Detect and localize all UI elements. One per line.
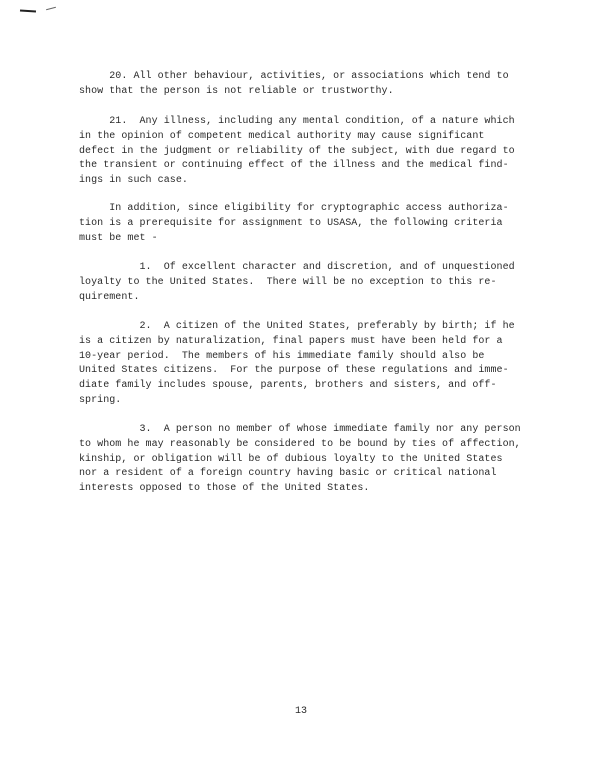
criterion-3	[79, 423, 521, 497]
text-line: must be met -	[79, 232, 158, 244]
criterion-2	[79, 320, 515, 409]
text-line: the transient or continuing effect of the illness and the medical find-	[79, 160, 509, 172]
text-line: quirement.	[79, 291, 140, 303]
paragraph-21	[79, 115, 515, 189]
text-line: in the opinion of competent medical authority may cause significant	[79, 130, 485, 142]
text-line: 3. A person no member of whose immediate family nor any person	[79, 424, 521, 435]
text-line: spring.	[79, 394, 122, 406]
text-line: is a citizen by naturalization, final papers must have been held for a	[79, 335, 503, 347]
criterion-1	[79, 261, 515, 305]
text-line: interests opposed to those of the United States.	[79, 483, 370, 495]
text-line: defect in the judgment or reliability of the subject, with due regard to	[79, 145, 515, 157]
text-line: show that the person is not reliable or trustworthy.	[79, 85, 394, 97]
stray-pen-mark	[20, 9, 36, 12]
text-line: 20. All other behaviour, activities, or associations which tend to	[79, 71, 509, 82]
text-line: to whom he may reasonably be considered to be bound by ties of affection,	[79, 438, 521, 450]
paragraph-20	[79, 70, 509, 100]
text-line: loyalty to the United States. There will be no exception to this re-	[79, 276, 497, 288]
text-line: kinship, or obligation will be of dubious loyalty to the United States	[79, 453, 503, 465]
stray-pen-mark	[46, 7, 56, 11]
page-number: 13	[294, 706, 307, 717]
paragraph-in-addition	[79, 202, 509, 246]
text-line: ings in such case.	[79, 175, 188, 187]
text-line: United States citizens. For the purpose of these regulations and imme-	[79, 365, 509, 377]
text-line: 1. Of excellent character and discretion, and of unquestioned	[79, 262, 515, 273]
text-line: 21. Any illness, including any mental condition, of a nature which	[79, 116, 515, 127]
text-line: 2. A citizen of the United States, preferably by birth; if he	[79, 321, 515, 332]
text-line: In addition, since eligibility for cryptographic access authoriza-	[79, 203, 509, 214]
text-line: tion is a prerequisite for assignment to USASA, the following criteria	[79, 217, 503, 229]
text-line: nor a resident of a foreign country having basic or critical national	[79, 468, 497, 480]
text-line: 10-year period. The members of his immediate family should also be	[79, 350, 485, 362]
text-line: diate family includes spouse, parents, brothers and sisters, and off-	[79, 380, 497, 392]
